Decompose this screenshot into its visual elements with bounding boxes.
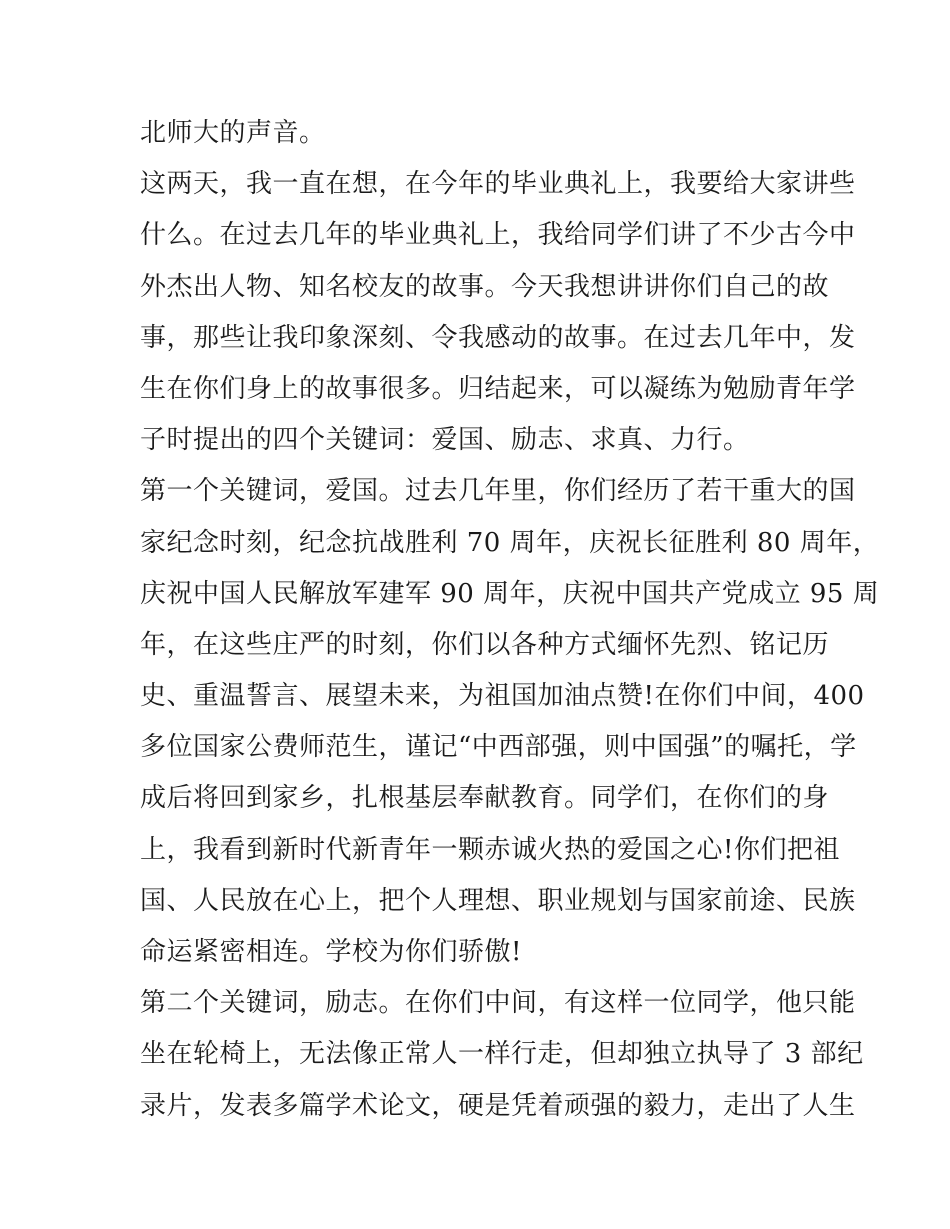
- text-line: 坐在轮椅上，无法像正常人一样行走，但却独立执导了 3 部纪: [140, 1039, 864, 1070]
- body-text: [140, 108, 880, 1132]
- text-line: 事，那些让我印象深刻、令我感动的故事。在过去几年中，发: [140, 322, 856, 353]
- text-line: 年，在这些庄严的时刻，你们以各种方式缅怀先烈、铭记历: [140, 629, 830, 660]
- text-line: 国、人民放在心上，把个人理想、职业规划与国家前途、民族: [140, 885, 856, 916]
- text-line: 多位国家公费师范生，谨记“中西部强，则中国强”的嘱托，学: [140, 732, 857, 763]
- text-line: 庆祝中国人民解放军建军 90 周年，庆祝中国共产党成立 95 周: [140, 578, 880, 609]
- text-line: 什么。在过去几年的毕业典礼上，我给同学们讲了不少古今中: [140, 220, 856, 251]
- text-line: 这两天，我一直在想，在今年的毕业典礼上，我要给大家讲些: [140, 169, 856, 200]
- text-line: 第二个关键词，励志。在你们中间，有这样一位同学，他只能: [140, 988, 856, 1019]
- text-line: 子时提出的四个关键词：爱国、励志、求真、力行。: [140, 425, 750, 456]
- text-line: 成后将回到家乡，扎根基层奉献教育。同学们，在你们的身: [140, 783, 830, 814]
- text-line: 家纪念时刻，纪念抗战胜利 70 周年，庆祝长征胜利 80 周年，: [140, 527, 880, 558]
- text-line: 录片，发表多篇学术论文，硬是凭着顽强的毅力，走出了人生: [140, 1090, 856, 1121]
- text-line: 生在你们身上的故事很多。归结起来，可以凝练为勉励青年学: [140, 373, 856, 404]
- text-line: 北师大的声音。: [140, 118, 326, 148]
- text-line: 命运紧密相连。学校为你们骄傲!: [140, 937, 522, 967]
- text-line: 史、重温誓言、展望未来，为祖国加油点赞!在你们中间，400: [140, 681, 865, 712]
- text-line: 上，我看到新时代新青年一颗赤诚火热的爱国之心!你们把祖: [140, 834, 840, 865]
- text-line: 第一个关键词，爱国。过去几年里，你们经历了若干重大的国: [140, 476, 856, 507]
- text-line: 外杰出人物、知名校友的故事。今天我想讲讲你们自己的故: [140, 271, 830, 302]
